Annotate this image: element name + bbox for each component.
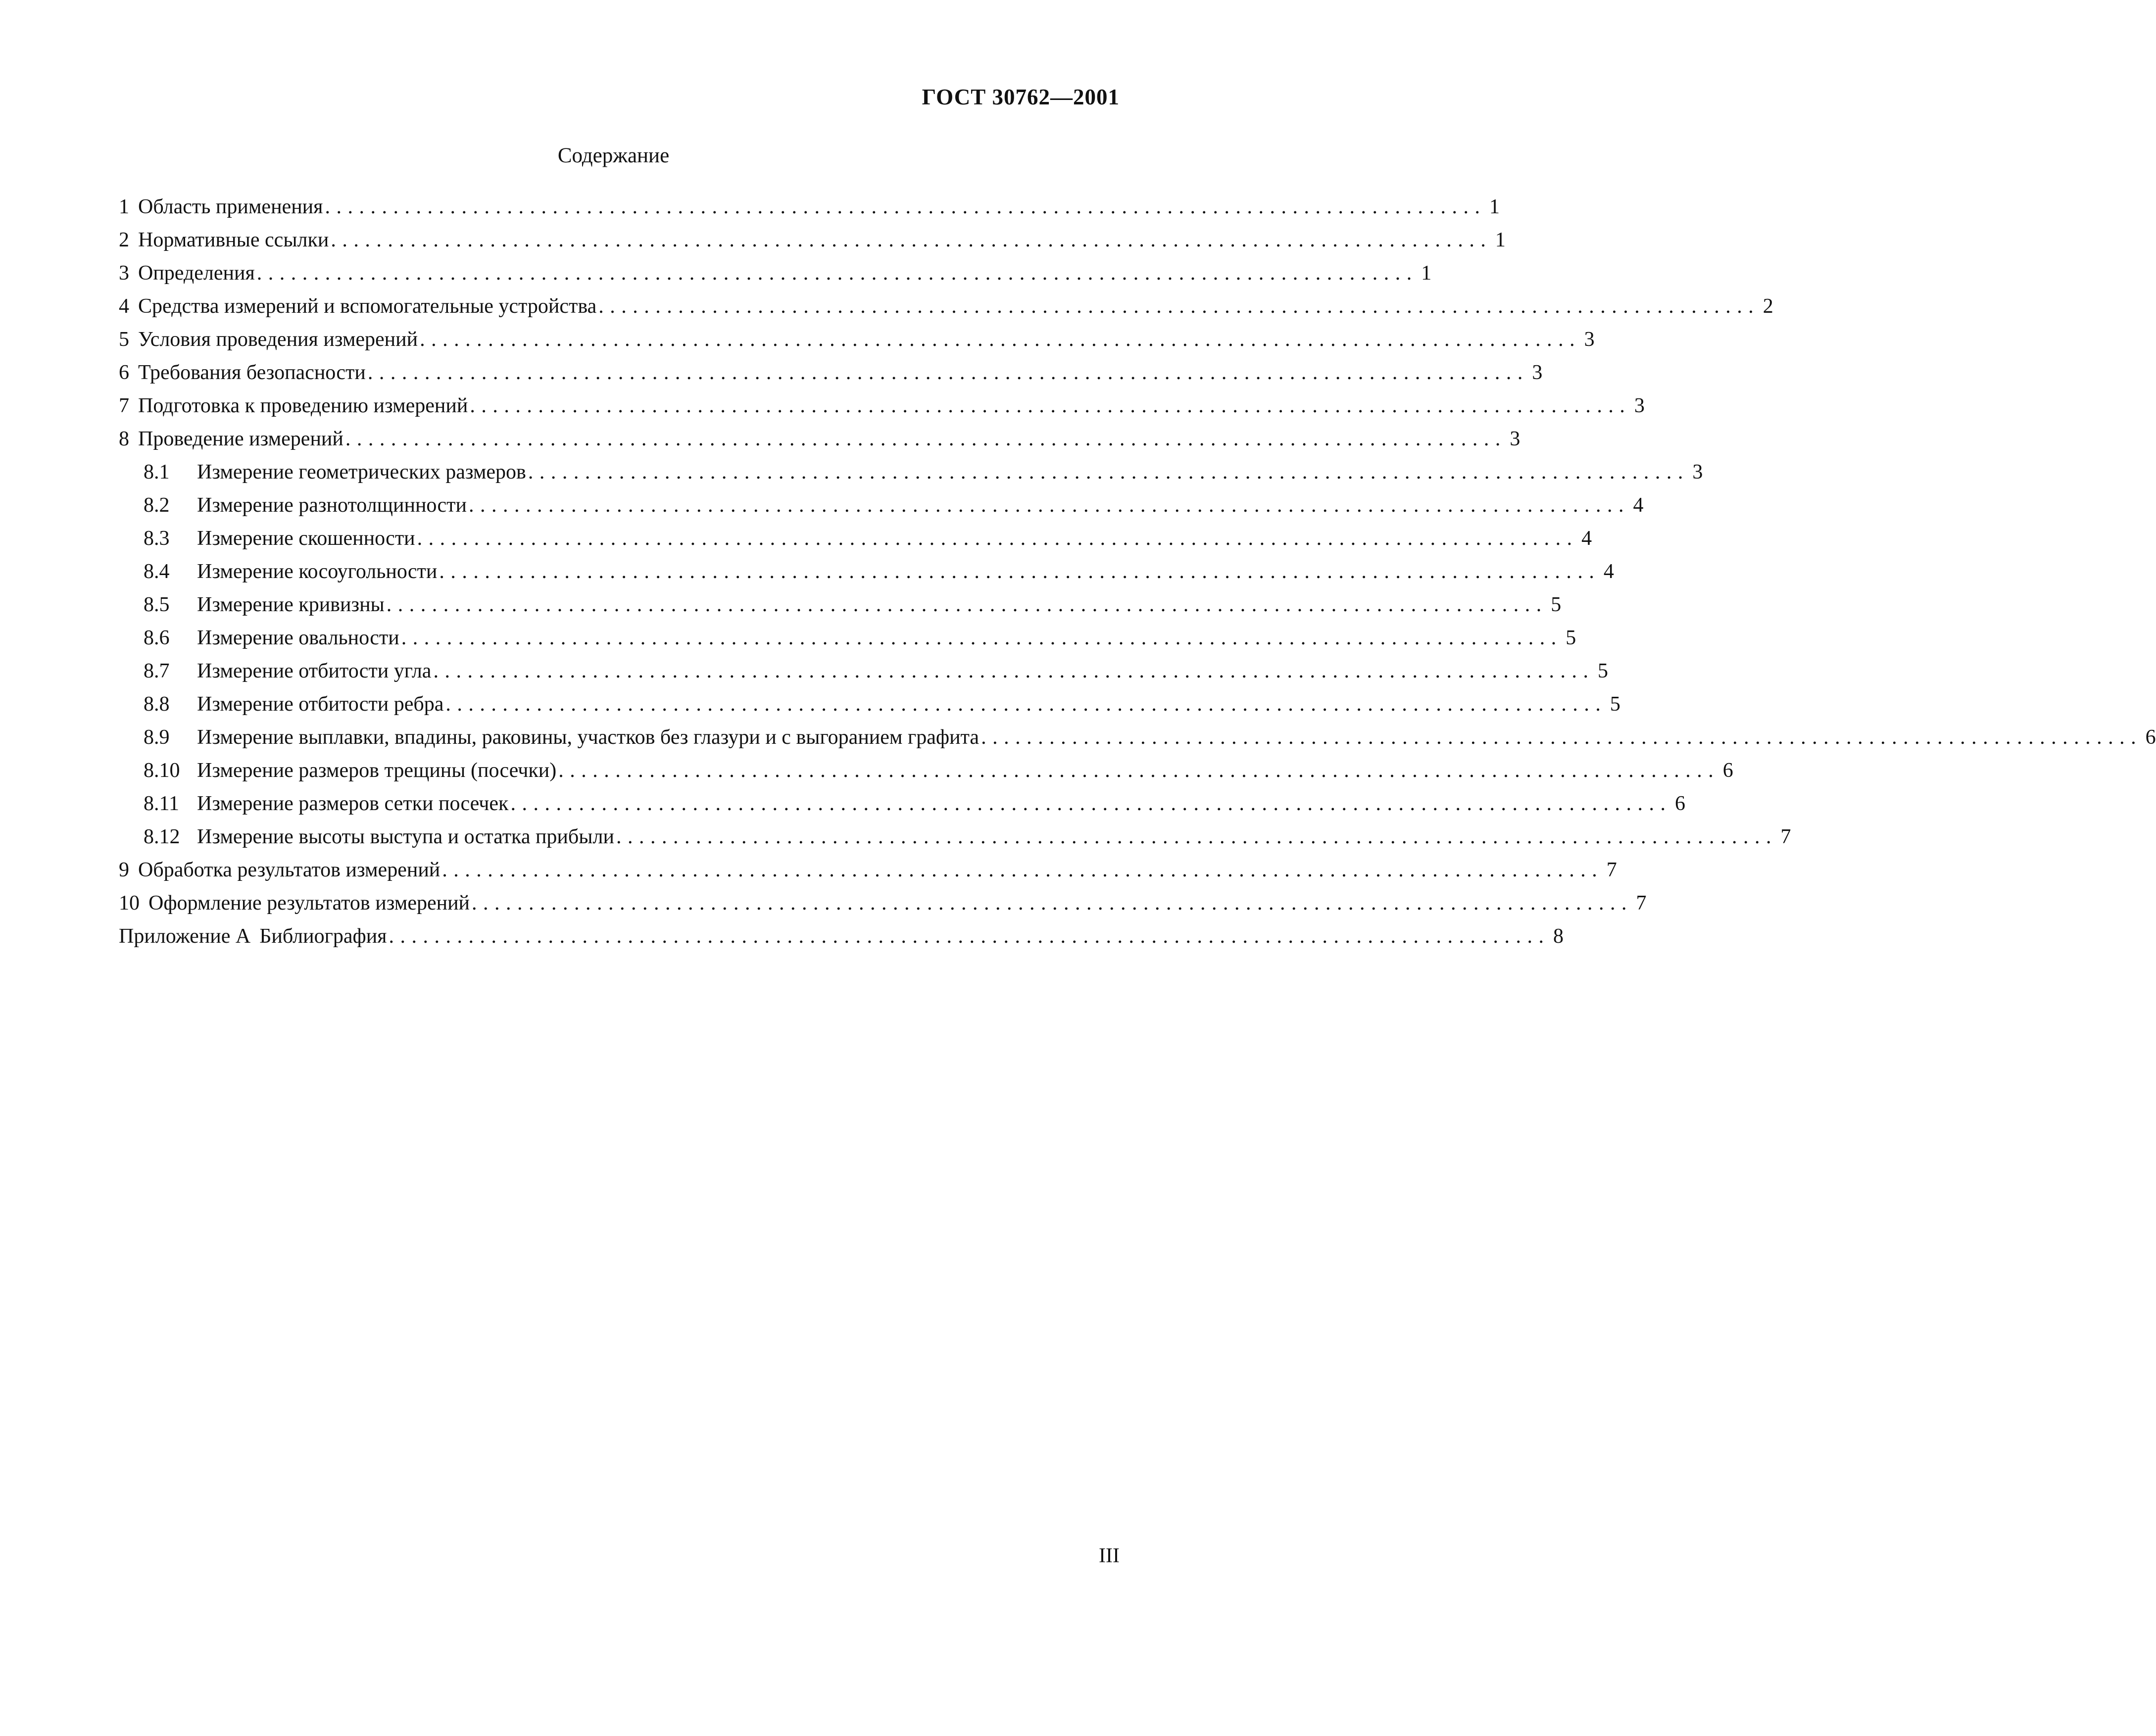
toc-entry-page: 5 (1566, 627, 1576, 649)
dot-leader (418, 323, 1575, 356)
toc-entry (119, 191, 1500, 224)
toc-entry-page: 3 (1532, 361, 1543, 384)
toc-entry (119, 522, 1592, 555)
toc-entry (119, 356, 1543, 389)
dot-leader (343, 423, 1501, 456)
dot-leader (508, 787, 1666, 820)
toc-entry-number: 3 (119, 262, 129, 285)
toc-entry (119, 423, 1520, 456)
toc-entry-number: 5 (119, 328, 129, 351)
toc-entry-label: Измерение геометрических размеров (197, 461, 526, 483)
toc-entry-label: Требования безопасности (138, 361, 366, 384)
dot-leader (329, 224, 1486, 257)
toc-entry (119, 887, 1647, 920)
toc-entry-page: 4 (1603, 560, 1614, 583)
toc-entry (119, 555, 1614, 588)
toc-entry-label: Нормативные ссылки (138, 229, 329, 251)
toc-entry-label: Условия проведения измерений (138, 328, 418, 351)
toc-entry-number: 9 (119, 859, 129, 881)
toc-entry-number: 2 (119, 229, 129, 251)
toc-entry-page: 2 (1763, 295, 1773, 318)
toc-entry (119, 655, 1608, 688)
toc-entry (119, 290, 1773, 323)
toc-entry-number: 4 (119, 295, 129, 318)
toc-entry-page: 4 (1581, 527, 1592, 550)
toc-entry-number: 6 (119, 361, 129, 384)
toc-entry-label: Проведение измерений (138, 428, 343, 450)
toc-entry-page: 1 (1421, 262, 1432, 285)
toc-entry-page: 5 (1551, 593, 1562, 616)
toc-entry-number: 8.2 (144, 494, 170, 517)
dot-leader (440, 854, 1597, 887)
toc-entry-label: Область применения (138, 195, 323, 218)
toc-entry-label: Измерение отбитости угла (197, 660, 432, 682)
dot-leader (614, 820, 1771, 854)
toc-entry-label: Измерение косоугольности (197, 560, 438, 583)
dot-leader (596, 290, 1754, 323)
dot-leader (443, 688, 1601, 721)
toc-entry-page: 8 (1553, 925, 1564, 948)
toc-entry-label: Средства измерений и вспомогательные устройства (138, 295, 597, 318)
toc-entry (119, 489, 1644, 522)
toc-entry-label: Измерение размеров сетки посечек (197, 792, 509, 815)
toc-entry-number: 8.12 (144, 825, 180, 848)
dot-leader (387, 920, 1544, 953)
toc-entry-page: 7 (1780, 825, 1791, 848)
toc-entry-page: 4 (1633, 494, 1644, 517)
toc-entry (119, 323, 1595, 356)
toc-entry-label: Подготовка к проведению измерений (138, 394, 468, 417)
toc-entry-number: 8.3 (144, 527, 170, 550)
dot-leader (431, 655, 1588, 688)
toc-entry-page: 6 (1722, 759, 1733, 782)
toc-entry-number: 8.5 (144, 593, 170, 616)
toc-entry (119, 721, 2156, 754)
dot-leader (526, 456, 1683, 489)
dot-leader (437, 555, 1594, 588)
toc-entry-number: 7 (119, 394, 129, 417)
toc-entry-number: 8.6 (144, 627, 170, 649)
dot-leader (255, 257, 1412, 290)
toc-entry-page: 3 (1634, 394, 1645, 417)
toc-entry-page: 7 (1636, 892, 1647, 915)
toc-entry-number: 8.1 (144, 461, 170, 483)
toc-entry (119, 920, 1564, 953)
toc-entry-number: 8.8 (144, 693, 170, 716)
toc-entry-label: Измерение отбитости ребра (197, 693, 444, 716)
toc-entry-number: 8.11 (144, 792, 179, 815)
toc-entry-label: Измерение кривизны (197, 593, 385, 616)
toc-entry-number: 8.9 (144, 726, 170, 749)
toc-entry-page: 7 (1606, 859, 1617, 881)
document-id-header: ГОСТ 30762—2001 (922, 85, 1120, 109)
dot-leader (556, 754, 1714, 787)
toc-entry (119, 754, 1733, 787)
toc-entry-number: Приложение А (119, 925, 251, 948)
page-number: III (1099, 1544, 1120, 1567)
dot-leader (467, 489, 1624, 522)
toc-entry-label: Оформление результатов измерений (148, 892, 470, 915)
toc-entry (119, 224, 1506, 257)
table-of-contents (119, 191, 2156, 953)
toc-entry-page: 1 (1489, 195, 1500, 218)
toc-entry (119, 588, 1562, 622)
dot-leader (979, 721, 2136, 754)
toc-entry-page: 3 (1692, 461, 1703, 483)
toc-entry-number: 8 (119, 428, 129, 450)
toc-entry (119, 688, 1620, 721)
dot-leader (470, 887, 1627, 920)
toc-entry-page: 6 (1674, 792, 1685, 815)
toc-entry-page: 3 (1584, 328, 1595, 351)
toc-entry-page: 3 (1510, 428, 1520, 450)
toc-entry (119, 389, 1645, 423)
toc-entry-number: 1 (119, 195, 129, 218)
dot-leader (366, 356, 1523, 389)
dot-leader (323, 191, 1480, 224)
toc-entry (119, 820, 1791, 854)
toc-entry (119, 622, 1576, 655)
toc-entry-label: Определения (138, 262, 255, 285)
dot-leader (468, 389, 1625, 423)
toc-entry-label: Измерение размеров трещины (посечки) (197, 759, 557, 782)
toc-entry-page: 5 (1597, 660, 1608, 682)
toc-entry-number: 8.7 (144, 660, 170, 682)
dot-leader (415, 522, 1572, 555)
toc-entry-page: 5 (1610, 693, 1620, 716)
toc-entry (119, 787, 1685, 820)
toc-entry-label: Измерение выплавки, впадины, раковины, участков без глазури и с выгоранием графита (197, 726, 980, 749)
toc-entry-label: Измерение высоты выступа и остатка прибыли (197, 825, 614, 848)
toc-title: Содержание (557, 144, 670, 167)
toc-entry-page: 1 (1495, 229, 1506, 251)
toc-entry-label: Измерение скошенности (197, 527, 415, 550)
toc-entry-number: 10 (119, 892, 140, 915)
toc-entry-number: 8.4 (144, 560, 170, 583)
toc-entry (119, 257, 1432, 290)
toc-entry-label: Библиография (259, 925, 387, 948)
dot-leader (385, 588, 1542, 622)
toc-entry-label: Обработка результатов измерений (138, 859, 441, 881)
toc-entry-label: Измерение разнотолщинности (197, 494, 467, 517)
toc-entry (119, 854, 1617, 887)
dot-leader (399, 622, 1557, 655)
toc-entry (119, 456, 1703, 489)
toc-entry-page: 6 (2145, 726, 2156, 749)
toc-entry-label: Измерение овальности (197, 627, 399, 649)
toc-entry-number: 8.10 (144, 759, 180, 782)
